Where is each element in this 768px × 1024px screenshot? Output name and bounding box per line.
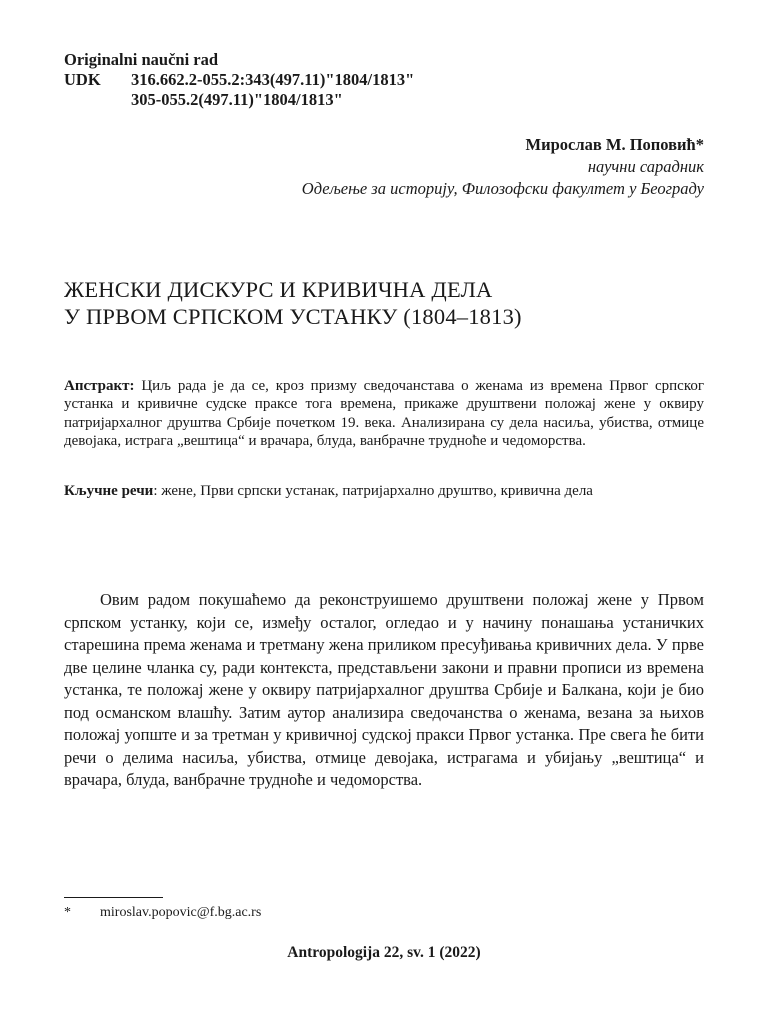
title-line-2: У ПРВОМ СРПСКОМ УСТАНКУ (1804–1813): [64, 304, 522, 329]
article-title: [64, 276, 522, 330]
author-block: [302, 134, 704, 200]
udk-label: UDK: [64, 70, 101, 89]
author-affiliation: Одељење за историју, Филозофски факултет у Београду: [301, 179, 704, 198]
article-metadata: [64, 50, 414, 110]
keywords: [64, 482, 704, 500]
title-line-1: ЖЕНСКИ ДИСКУРС И КРИВИЧНА ДЕЛА: [64, 277, 493, 302]
author-role: научни сарадник: [587, 157, 704, 176]
udk-code-1: 316.662.2-055.2:343(497.11)"1804/1813": [131, 70, 415, 89]
abstract-label: Апстракт:: [64, 378, 135, 394]
abstract-text: Циљ рада је да се, кроз призму сведочанстава о женама из времена Првог српског устанка и кривичне судске праксе тога времена, прикаже друштвени положај жене у оквиру патријархалног друштва Србије почетком 19. века. Анализирана су дела насиља, убиства, отмице девојака, истрага „вештица“ и врачара, блуда, ванбрачне трудноће и чедоморства.: [64, 378, 704, 449]
footnote-divider: [64, 897, 163, 898]
body-paragraph: Овим радом покушаћемо да реконструишемо друштвени положај жене у Првом српском устанку, који се, између осталог, огледао и у начину понашања устаничких старешина према женама и третману жена приликом пресуђивања кривичних дела. У прве две целине чланка су, ради контекста, представљени закони и правни прописи из времена устанка, те положај жене у оквиру патријархалног друштва Србије и Балкана, који је био под османском влашћу. Затим аутор анализира сведочанства о женама, везана за њихов положај уопште и за третман у кривичној судској пракси Првог устанка. Пре свега ће бити речи о делима насиља, убиства, отмице девојака, истрагама и убијању „вештица“ и врачара, блуда, ванбрачне трудноће и чедоморства.: [64, 590, 704, 789]
footnote-email: miroslav.popovic@f.bg.ac.rs: [100, 905, 262, 920]
udk-code-2: 305-055.2(497.11)"1804/1813": [131, 90, 343, 109]
keywords-text: : жене, Први српски устанак, патријархално друштво, кривична дела: [153, 483, 593, 499]
udk-row-2: [64, 90, 414, 110]
article-type: [64, 50, 414, 70]
footnote-mark: *: [64, 905, 71, 920]
abstract: [64, 377, 704, 450]
journal-footer: Antropologija 22, sv. 1 (2022): [287, 944, 481, 961]
udk-row-1: [64, 70, 414, 90]
keywords-label: Кључне речи: [64, 483, 154, 499]
article-type-label: Originalni naučni rad: [64, 50, 219, 69]
footnote: [64, 904, 261, 922]
author-name: Мирослав М. Поповић*: [525, 135, 704, 154]
